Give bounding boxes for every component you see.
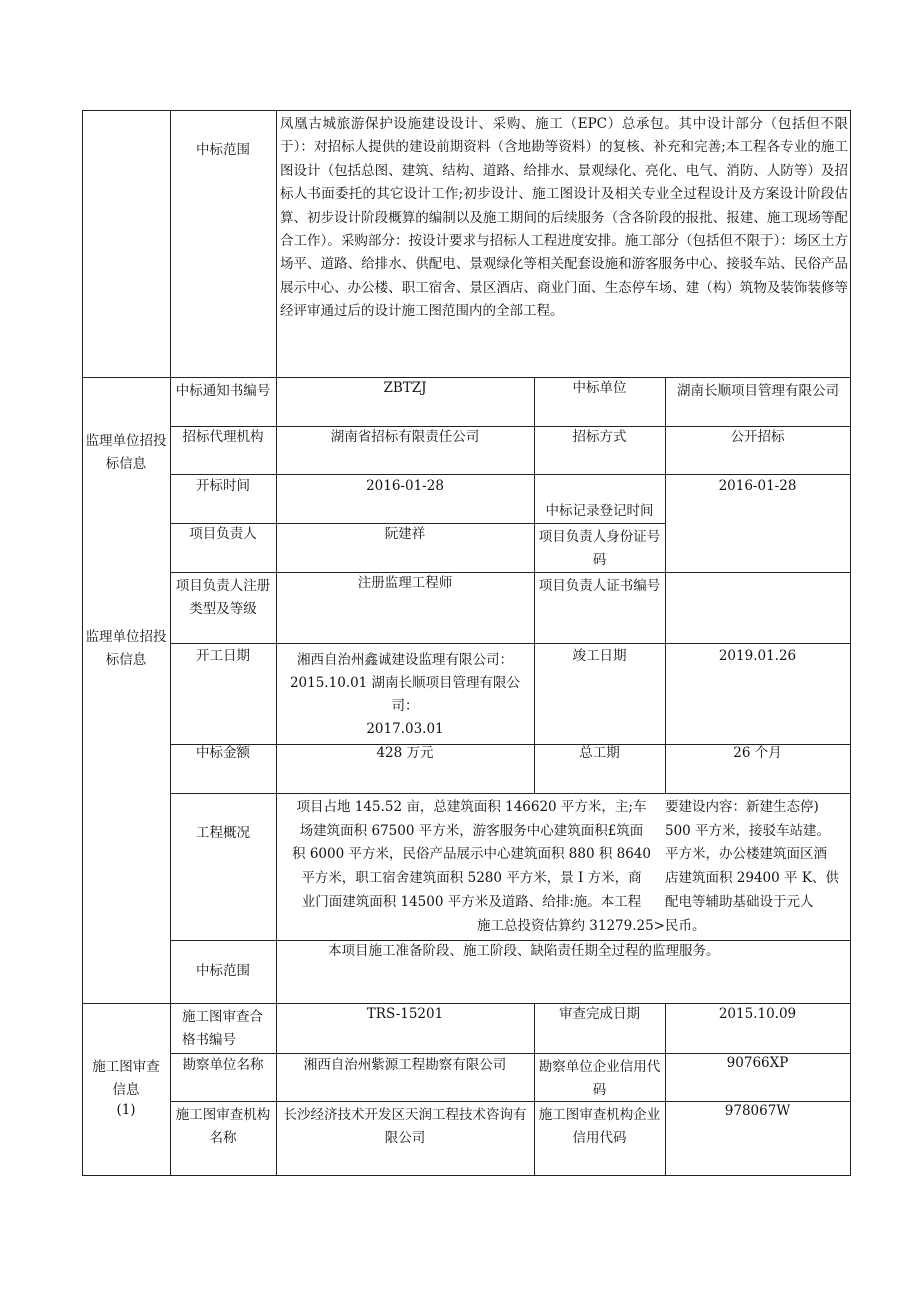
agency-label: 招标代理机构 bbox=[182, 429, 264, 445]
pm-reg-label: 项目负责人注册类型及等级 bbox=[175, 578, 271, 617]
start-line: 2017.03.01 bbox=[366, 721, 444, 737]
notice-no-label: 中标通知书编号 bbox=[175, 383, 271, 399]
record-time-label: 中标记录登记时间 bbox=[545, 503, 654, 519]
end-label: 竣工日期 bbox=[572, 648, 627, 664]
method-value: 公开招标 bbox=[730, 429, 785, 445]
scope-text-2: 本项目施工准备阶段、施工阶段、缺陷责任期全过程的监理服务。 bbox=[328, 943, 720, 959]
survey-code-value: 90766XP bbox=[726, 1055, 789, 1071]
method-label: 招标方式 bbox=[572, 429, 627, 445]
record-time-value: 2016-01-28 bbox=[718, 478, 797, 494]
agency-value: 湖南省招标有限责任公司 bbox=[330, 429, 480, 445]
pm-id-label: 项目负责人身份证号码 bbox=[538, 529, 661, 568]
pm-value: 阮建祥 bbox=[384, 526, 426, 542]
review-value: 长沙经济技术开发区天润工程技术咨询有限公司 bbox=[283, 1107, 527, 1146]
period-label: 总工期 bbox=[579, 745, 620, 761]
overview-line: 要建设内容：新建生态停) bbox=[665, 799, 819, 815]
cert-value: TRS-15201 bbox=[366, 1006, 444, 1022]
overview-line: 平方米，职工宿舍建筑面积 5280 平方米，景 I 方米，商 bbox=[301, 870, 642, 887]
scope-label-1: 中标范围 bbox=[196, 142, 250, 158]
winner-value: 湖南长顺项目管理有限公司 bbox=[677, 383, 839, 399]
scope-text-1: 凤凰古城旅游保护设施建设设计、采购、施工（EPC）总承包。其中设计部分（包括但不限于）：对招标人提供的建设前期资料（含地勘等资料）的复核、补充和完善;本工程各专业的施工图设计（包括总图、建筑、结构、道路、给排水、景观绿化、亮化、电气、消防、人防等）及招标人书面委托的其它设计工作;初步设计、施工图设计及相关专业全过程设计及方案设计阶段估算、初步设计阶段概算的编制以及施工期间的后续服务（含各阶段的报批、报建、施工现场等配合工作）。采购部分：按设计要求与招标人工程进度安排。施工部分（包括但不限于）：场区土方场平、道路、给排水、供配电、景观绿化等相关配套设施和游客服务中心、接驳车站、民俗产品展示中心、办公楼、职工宿舍、景区酒店、商业门面、生态停车场、建（构）筑物及装饰装修等经评审通过后的设计施工图范围内的全部工程。 bbox=[280, 116, 848, 320]
review-code-value: 978067W bbox=[724, 1103, 791, 1119]
survey-code-label: 勘察单位企业信用代码 bbox=[538, 1059, 661, 1098]
overview-line: 民币。 bbox=[665, 917, 706, 934]
start-line: 2015.10.01 湖南长顺项目管理有限公 bbox=[289, 675, 521, 691]
scope-label-2: 中标范围 bbox=[196, 963, 250, 979]
group-label-supervision-b: 监理单位招投标信息 bbox=[85, 629, 167, 668]
review-code-label: 施工图审查机构企业信用代码 bbox=[538, 1107, 661, 1146]
group-label-line: (1) bbox=[116, 1102, 136, 1118]
survey-value: 湘西自治州紫源工程勘察有限公司 bbox=[303, 1057, 507, 1073]
overview-label: 工程概况 bbox=[196, 825, 250, 841]
amount-label: 中标金额 bbox=[196, 745, 250, 761]
date-label: 审查完成日期 bbox=[559, 1006, 640, 1022]
start-line: 湘西自治州鑫诚建设监理有限公司： bbox=[297, 652, 513, 668]
overview-line: 施工总投资估算约 31279.25> bbox=[476, 917, 665, 934]
date-value: 2015.10.09 bbox=[718, 1006, 797, 1022]
overview-line: 项目占地 145.52 亩，总建筑面积 146620 平方米，主;车 bbox=[296, 799, 647, 815]
overview-line: 业门面建筑面积 14500 平方米及道路、给排:施。本工程 bbox=[301, 893, 642, 910]
open-time-label: 开标时间 bbox=[196, 478, 250, 494]
overview-right bbox=[665, 796, 850, 938]
group-label-supervision-a: 监理单位招投标信息 bbox=[85, 433, 167, 472]
review-label: 施工图审查机构名称 bbox=[175, 1107, 271, 1146]
open-time-value: 2016-01-28 bbox=[366, 478, 444, 494]
amount-value: 428 万元 bbox=[376, 745, 434, 761]
start-value bbox=[276, 649, 534, 741]
pm-reg-value: 注册监理工程师 bbox=[357, 575, 453, 591]
overview-left bbox=[278, 796, 665, 938]
notice-no-value: ZBTZJ bbox=[383, 380, 427, 396]
overview-line: 500 平方米，接驳车站建。 bbox=[665, 822, 831, 839]
cert-label: 施工图审查合格书编号 bbox=[182, 1009, 263, 1048]
group-label-drawing-review bbox=[84, 1056, 168, 1119]
period-value: 26 个月 bbox=[733, 745, 782, 761]
group-label-line: 信息 bbox=[112, 1082, 140, 1098]
survey-label: 勘察单位名称 bbox=[182, 1057, 264, 1073]
end-value: 2019.01.26 bbox=[718, 648, 797, 664]
overview-line: 场建筑面积 67500 平方米，游客服务中心建筑面积£筑面 bbox=[299, 822, 644, 839]
winner-label: 中标单位 bbox=[572, 380, 627, 396]
pm-cert-label: 项目负责人证书编号 bbox=[538, 578, 661, 594]
group-label-line: 施工图审查 bbox=[92, 1059, 160, 1075]
overview-line: 配电等辅助基础设于元人 bbox=[665, 893, 814, 910]
start-line: 司： bbox=[391, 698, 419, 714]
overview-line: 积 6000 平方米，民俗产品展示中心建筑面积 880 积 8640 bbox=[292, 846, 651, 863]
overview-line: 平方米，办公楼建筑面区酒 bbox=[665, 846, 827, 863]
overview-line: 店建筑面积 29400 平 K、供 bbox=[665, 870, 839, 887]
start-label: 开工日期 bbox=[196, 648, 250, 664]
pm-label: 项目负责人 bbox=[189, 526, 257, 542]
